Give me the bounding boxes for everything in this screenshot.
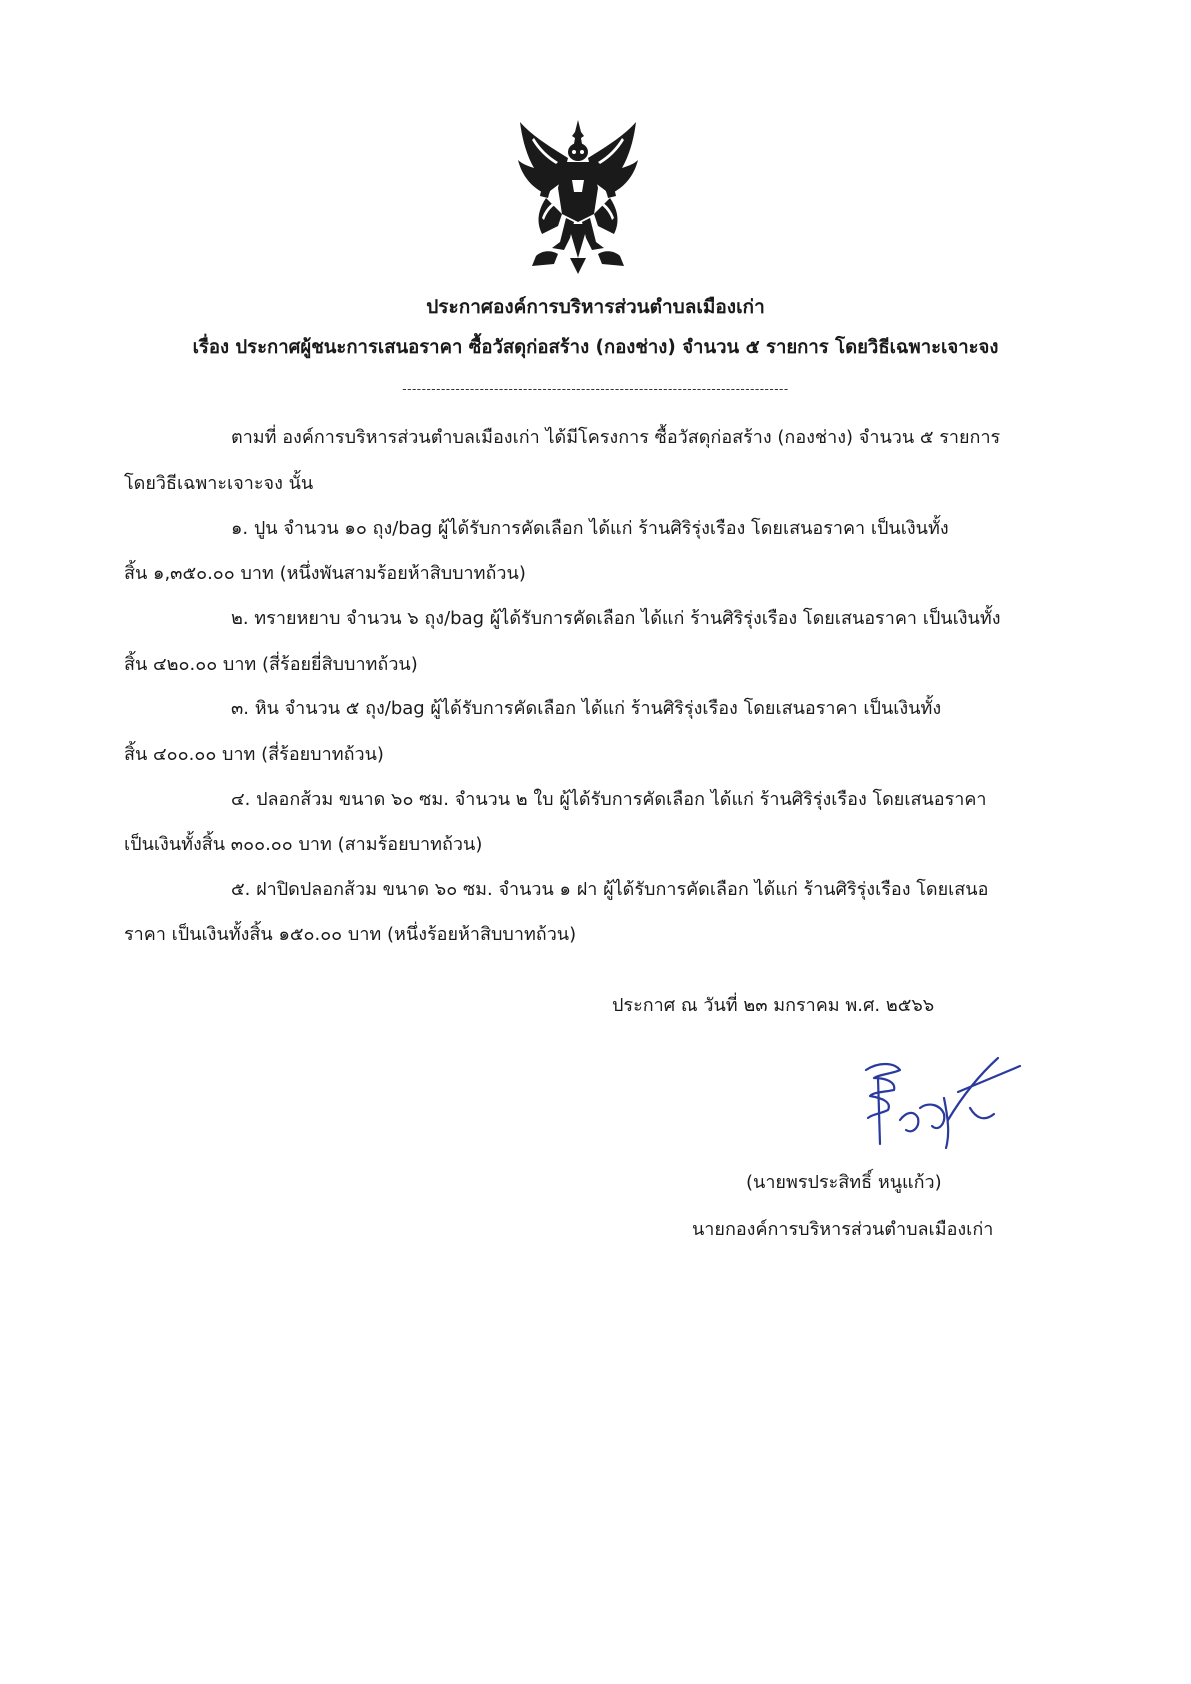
- item-line: สิ้น ๑,๓๕๐.๐๐ บาท (หนึ่งพันสามร้อยห้าสิบบาทถ้วน): [124, 563, 526, 584]
- divider: --------------------------------------------------------------------------------: [402, 382, 789, 396]
- page-title: ประกาศองค์การบริหารส่วนตำบลเมืองเก่า: [426, 296, 765, 318]
- garuda-emblem-icon: [512, 118, 644, 276]
- item-line: ๔. ปลอกส้วม ขนาด ๖๐ ซม. จำนวน ๒ ใบ ผู้ได้รับการคัดเลือก ได้แก่ ร้านศิริรุ่งเรือง โดยเสนอราคา: [231, 789, 987, 810]
- subject-line: เรื่อง ประกาศผู้ชนะการเสนอราคา ซื้อวัสดุก่อสร้าง (กองช่าง) จำนวน ๕ รายการ โดยวิธีเฉพาะเจาะจง: [192, 337, 999, 358]
- announce-date: ประกาศ ณ วันที่ ๒๓ มกราคม พ.ศ. ๒๕๖๖: [612, 995, 935, 1016]
- signer-position: นายกองค์การบริหารส่วนตำบลเมืองเก่า: [692, 1219, 994, 1240]
- intro-line: ตามที่ องค์การบริหารส่วนตำบลเมืองเก่า ได้มีโครงการ ซื้อวัสดุก่อสร้าง (กองช่าง) จำนวน ๕ รายการ: [231, 427, 1001, 448]
- item-line: สิ้น ๔๒๐.๐๐ บาท (สี่ร้อยยี่สิบบาทถ้วน): [124, 654, 418, 675]
- item-line: ๒. ทรายหยาบ จำนวน ๖ ถุง/bag ผู้ได้รับการคัดเลือก ได้แก่ ร้านศิริรุ่งเรือง โดยเสนอราคา เป็นเงินทั้ง: [231, 608, 1001, 629]
- item-line: สิ้น ๔๐๐.๐๐ บาท (สี่ร้อยบาทถ้วน): [124, 744, 384, 765]
- intro-line: โดยวิธีเฉพาะเจาะจง นั้น: [124, 473, 314, 494]
- signer-name: (นายพรประสิทธิ์ หนูแก้ว): [746, 1172, 942, 1193]
- signature-icon: [848, 1048, 1028, 1158]
- item-line: ๕. ฝาปิดปลอกส้วม ขนาด ๖๐ ซม. จำนวน ๑ ฝา ผู้ได้รับการคัดเลือก ได้แก่ ร้านศิริรุ่งเรือง โดยเสนอ: [231, 879, 989, 900]
- item-line: เป็นเงินทั้งสิ้น ๓๐๐.๐๐ บาท (สามร้อยบาทถ้วน): [124, 834, 483, 855]
- item-line: ๓. หิน จำนวน ๕ ถุง/bag ผู้ได้รับการคัดเลือก ได้แก่ ร้านศิริรุ่งเรือง โดยเสนอราคา เป็นเงินทั้ง: [231, 698, 942, 719]
- item-line: ๑. ปูน จำนวน ๑๐ ถุง/bag ผู้ได้รับการคัดเลือก ได้แก่ ร้านศิริรุ่งเรือง โดยเสนอราคา เป็นเงินทั้ง: [231, 518, 949, 539]
- item-line: ราคา เป็นเงินทั้งสิ้น ๑๕๐.๐๐ บาท (หนึ่งร้อยห้าสิบบาทถ้วน): [124, 924, 577, 945]
